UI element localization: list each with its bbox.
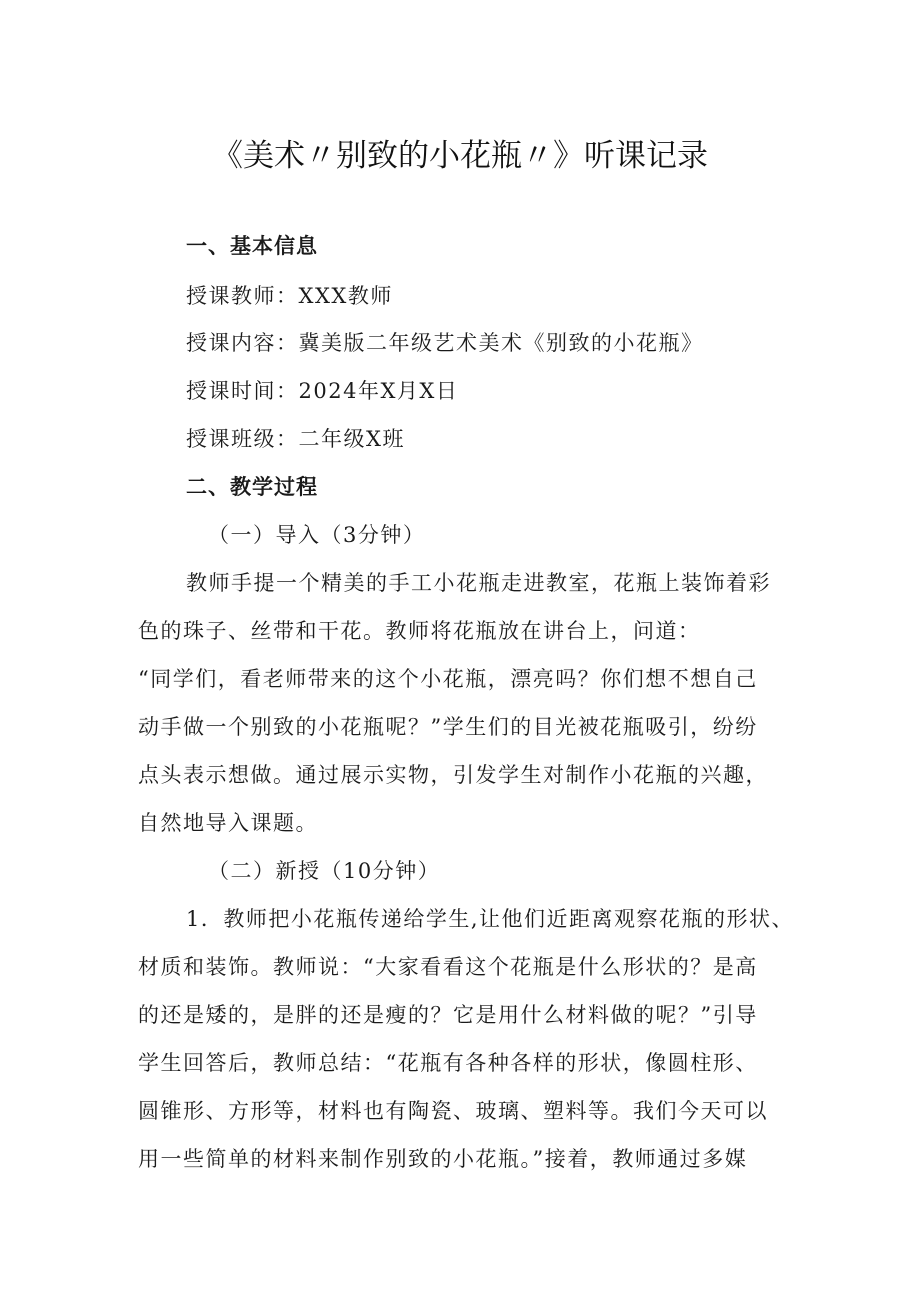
paragraph-line: 色的珠子、丝带和干花。教师将花瓶放在讲台上，问道： — [138, 619, 701, 643]
paragraph-line: 材质和装饰。教师说：“大家看看这个花瓶是什么形状的？是高 — [138, 955, 758, 979]
info-teacher: 授课教师：XXX教师 — [186, 284, 393, 308]
info-time: 授课时间：2024年X月X日 — [186, 379, 459, 403]
info-content: 授课内容：冀美版二年级艺术美术《别致的小花瓶》 — [186, 331, 704, 355]
paragraph-line: 学生回答后，教师总结：“花瓶有各种各样的形状，像圆柱形、 — [138, 1051, 758, 1075]
paragraph-line: 点头表示想做。通过展示实物，引发学生对制作小花瓶的兴趣， — [138, 763, 768, 787]
paragraph-line: 用一些简单的材料来制作别致的小花瓶。”接着，教师通过多媒 — [138, 1147, 748, 1171]
subsection-heading-intro: （一）导入（3分钟） — [208, 523, 426, 547]
document-title: 《美术〃别致的小花瓶〃》听课记录 — [212, 138, 708, 174]
subsection-heading-new-lesson: （二）新授（10分钟） — [208, 859, 441, 883]
paragraph-line: 教师手提一个精美的手工小花瓶走进教室，花瓶上装饰着彩 — [186, 571, 771, 595]
paragraph-line: 圆锥形、方形等，材料也有陶瓷、玻璃、塑料等。我们今天可以 — [138, 1099, 768, 1123]
paragraph-line: 自然地导入课题。 — [138, 811, 318, 835]
info-class: 授课班级：二年级X班 — [186, 427, 405, 451]
paragraph-line: 的还是矮的，是胖的还是瘦的？它是用什么材料做的呢？”引导 — [138, 1003, 758, 1027]
paragraph-line: 1．教师把小花瓶传递给学生,让他们近距离观察花瓶的形状、 — [186, 907, 795, 931]
section-heading-basic-info: 一、基本信息 — [186, 234, 318, 258]
paragraph-line: “同学们，看老师带来的这个小花瓶，漂亮吗？你们想不想自己 — [138, 667, 758, 691]
paragraph-line: 动手做一个别致的小花瓶呢？”学生们的目光被花瓶吸引，纷纷 — [138, 715, 758, 739]
section-heading-teaching-process: 二、教学过程 — [186, 475, 318, 499]
